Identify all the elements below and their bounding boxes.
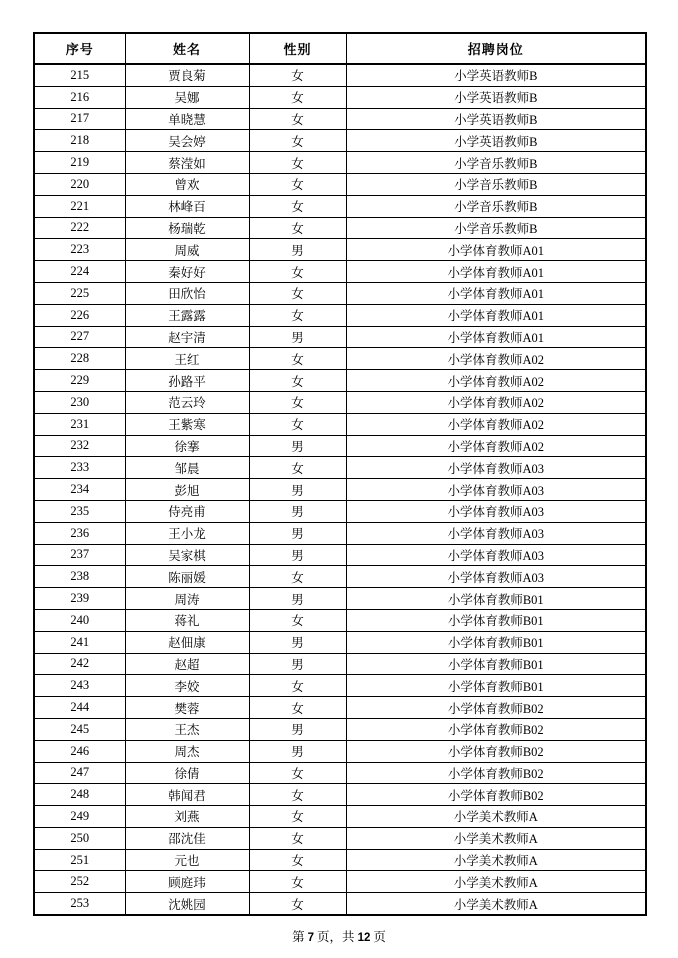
column-header-position: 招聘岗位 <box>346 33 646 64</box>
cell-index: 245 <box>34 718 125 740</box>
cell-position: 小学体育教师A03 <box>346 500 646 522</box>
table-row <box>34 893 646 915</box>
cell-index: 228 <box>34 348 125 370</box>
cell-position: 小学英语教师B <box>346 108 646 130</box>
cell-name: 林峰百 <box>125 195 249 217</box>
cell-index: 221 <box>34 195 125 217</box>
table-row <box>34 108 646 130</box>
cell-position: 小学体育教师B01 <box>346 609 646 631</box>
cell-index: 240 <box>34 609 125 631</box>
cell-gender: 男 <box>249 653 346 675</box>
cell-index: 229 <box>34 370 125 392</box>
cell-name: 邵沈佳 <box>125 827 249 849</box>
table-row <box>34 762 646 784</box>
cell-gender: 女 <box>249 370 346 392</box>
cell-gender: 女 <box>249 849 346 871</box>
cell-gender: 女 <box>249 413 346 435</box>
cell-position: 小学体育教师A02 <box>346 413 646 435</box>
cell-position: 小学体育教师B01 <box>346 631 646 653</box>
cell-index: 247 <box>34 762 125 784</box>
cell-name: 李姣 <box>125 675 249 697</box>
cell-index: 252 <box>34 871 125 893</box>
cell-gender: 男 <box>249 326 346 348</box>
table-row <box>34 239 646 261</box>
cell-position: 小学体育教师A02 <box>346 435 646 457</box>
table-row <box>34 609 646 631</box>
cell-index: 216 <box>34 86 125 108</box>
cell-gender: 女 <box>249 566 346 588</box>
cell-position: 小学英语教师B <box>346 64 646 86</box>
table-row <box>34 195 646 217</box>
cell-index: 231 <box>34 413 125 435</box>
cell-gender: 女 <box>249 609 346 631</box>
table-row <box>34 566 646 588</box>
cell-index: 234 <box>34 479 125 501</box>
cell-gender: 女 <box>249 697 346 719</box>
cell-position: 小学英语教师B <box>346 86 646 108</box>
cell-index: 232 <box>34 435 125 457</box>
footer-page-number: 7 <box>307 932 315 944</box>
cell-name: 周杰 <box>125 740 249 762</box>
cell-index: 224 <box>34 261 125 283</box>
cell-gender: 女 <box>249 391 346 413</box>
table-row <box>34 849 646 871</box>
cell-position: 小学体育教师A02 <box>346 370 646 392</box>
cell-name: 彭旭 <box>125 479 249 501</box>
cell-index: 242 <box>34 653 125 675</box>
table-row <box>34 413 646 435</box>
cell-position: 小学体育教师A03 <box>346 544 646 566</box>
cell-position: 小学体育教师B01 <box>346 653 646 675</box>
recruitment-roster-table <box>33 32 647 916</box>
cell-gender: 女 <box>249 217 346 239</box>
table-row <box>34 784 646 806</box>
cell-name: 赵佃康 <box>125 631 249 653</box>
cell-position: 小学英语教师B <box>346 130 646 152</box>
cell-position: 小学体育教师A01 <box>346 261 646 283</box>
cell-position: 小学音乐教师B <box>346 195 646 217</box>
table-row <box>34 64 646 86</box>
table-row <box>34 86 646 108</box>
cell-name: 元也 <box>125 849 249 871</box>
cell-name: 吴娜 <box>125 86 249 108</box>
cell-position: 小学音乐教师B <box>346 173 646 195</box>
cell-name: 赵宇清 <box>125 326 249 348</box>
table-row <box>34 173 646 195</box>
cell-gender: 女 <box>249 64 346 86</box>
table-row <box>34 827 646 849</box>
cell-gender: 女 <box>249 762 346 784</box>
cell-index: 246 <box>34 740 125 762</box>
cell-name: 王小龙 <box>125 522 249 544</box>
cell-position: 小学体育教师B02 <box>346 718 646 740</box>
cell-name: 单晓慧 <box>125 108 249 130</box>
cell-gender: 男 <box>249 239 346 261</box>
cell-name: 蔡滢如 <box>125 152 249 174</box>
cell-position: 小学体育教师A01 <box>346 326 646 348</box>
cell-index: 250 <box>34 827 125 849</box>
cell-position: 小学体育教师A02 <box>346 348 646 370</box>
cell-index: 233 <box>34 457 125 479</box>
table-row <box>34 544 646 566</box>
table-row <box>34 217 646 239</box>
table-row <box>34 806 646 828</box>
cell-index: 223 <box>34 239 125 261</box>
table-row <box>34 522 646 544</box>
table-row <box>34 871 646 893</box>
cell-position: 小学美术教师A <box>346 871 646 893</box>
table-row <box>34 697 646 719</box>
cell-gender: 女 <box>249 152 346 174</box>
cell-index: 230 <box>34 391 125 413</box>
table-row <box>34 261 646 283</box>
cell-name: 吴家棋 <box>125 544 249 566</box>
column-header-index: 序号 <box>34 33 125 64</box>
cell-position: 小学体育教师B02 <box>346 697 646 719</box>
cell-position: 小学体育教师B01 <box>346 675 646 697</box>
cell-name: 杨瑞乾 <box>125 217 249 239</box>
cell-gender: 男 <box>249 718 346 740</box>
cell-position: 小学体育教师A01 <box>346 282 646 304</box>
cell-gender: 女 <box>249 108 346 130</box>
cell-gender: 女 <box>249 893 346 915</box>
cell-gender: 女 <box>249 261 346 283</box>
cell-gender: 女 <box>249 130 346 152</box>
table-row <box>34 348 646 370</box>
cell-position: 小学体育教师B01 <box>346 588 646 610</box>
cell-gender: 男 <box>249 631 346 653</box>
table-row <box>34 370 646 392</box>
cell-position: 小学音乐教师B <box>346 217 646 239</box>
table-row <box>34 391 646 413</box>
cell-index: 251 <box>34 849 125 871</box>
cell-index: 241 <box>34 631 125 653</box>
cell-index: 226 <box>34 304 125 326</box>
cell-position: 小学体育教师A03 <box>346 479 646 501</box>
cell-position: 小学体育教师A03 <box>346 522 646 544</box>
cell-name: 曾欢 <box>125 173 249 195</box>
page-footer <box>0 927 678 945</box>
table-header-row <box>34 33 646 64</box>
cell-name: 王露露 <box>125 304 249 326</box>
cell-position: 小学体育教师B02 <box>346 784 646 806</box>
table-row <box>34 500 646 522</box>
footer-middle-label: 页，共 <box>317 930 355 944</box>
cell-gender: 女 <box>249 784 346 806</box>
cell-name: 秦好好 <box>125 261 249 283</box>
cell-position: 小学体育教师A01 <box>346 239 646 261</box>
cell-index: 217 <box>34 108 125 130</box>
cell-index: 227 <box>34 326 125 348</box>
cell-index: 238 <box>34 566 125 588</box>
cell-name: 周威 <box>125 239 249 261</box>
cell-name: 范云玲 <box>125 391 249 413</box>
cell-index: 237 <box>34 544 125 566</box>
cell-name: 王杰 <box>125 718 249 740</box>
cell-index: 218 <box>34 130 125 152</box>
table-row <box>34 740 646 762</box>
cell-gender: 男 <box>249 500 346 522</box>
table-row <box>34 130 646 152</box>
cell-index: 243 <box>34 675 125 697</box>
cell-position: 小学美术教师A <box>346 806 646 828</box>
cell-gender: 女 <box>249 195 346 217</box>
cell-name: 邹晨 <box>125 457 249 479</box>
cell-position: 小学体育教师B02 <box>346 740 646 762</box>
table-body <box>34 64 646 915</box>
cell-position: 小学体育教师A03 <box>346 566 646 588</box>
footer-total-pages: 12 <box>357 932 371 944</box>
cell-index: 222 <box>34 217 125 239</box>
cell-name: 赵超 <box>125 653 249 675</box>
cell-gender: 男 <box>249 588 346 610</box>
cell-name: 王红 <box>125 348 249 370</box>
cell-name: 蒋礼 <box>125 609 249 631</box>
cell-name: 樊蓉 <box>125 697 249 719</box>
cell-position: 小学体育教师A03 <box>346 457 646 479</box>
cell-index: 215 <box>34 64 125 86</box>
table-row <box>34 326 646 348</box>
table-row <box>34 457 646 479</box>
column-header-name: 姓名 <box>125 33 249 64</box>
table-row <box>34 304 646 326</box>
cell-index: 220 <box>34 173 125 195</box>
table-row <box>34 282 646 304</box>
cell-gender: 男 <box>249 740 346 762</box>
table-row <box>34 653 646 675</box>
cell-name: 陈丽媛 <box>125 566 249 588</box>
cell-position: 小学美术教师A <box>346 893 646 915</box>
cell-name: 刘燕 <box>125 806 249 828</box>
cell-name: 徐搴 <box>125 435 249 457</box>
table-row <box>34 631 646 653</box>
footer-suffix-label: 页 <box>373 930 386 944</box>
cell-name: 吴会婷 <box>125 130 249 152</box>
cell-name: 徐倩 <box>125 762 249 784</box>
cell-position: 小学美术教师A <box>346 827 646 849</box>
cell-gender: 女 <box>249 86 346 108</box>
table-row <box>34 718 646 740</box>
table-row <box>34 152 646 174</box>
cell-gender: 女 <box>249 282 346 304</box>
cell-position: 小学体育教师A02 <box>346 391 646 413</box>
cell-index: 244 <box>34 697 125 719</box>
cell-gender: 男 <box>249 479 346 501</box>
cell-gender: 男 <box>249 522 346 544</box>
cell-name: 王紫寒 <box>125 413 249 435</box>
cell-position: 小学音乐教师B <box>346 152 646 174</box>
cell-gender: 女 <box>249 806 346 828</box>
cell-gender: 男 <box>249 544 346 566</box>
cell-gender: 女 <box>249 173 346 195</box>
column-header-gender: 性别 <box>249 33 346 64</box>
cell-index: 236 <box>34 522 125 544</box>
cell-index: 248 <box>34 784 125 806</box>
cell-position: 小学体育教师A01 <box>346 304 646 326</box>
table-row <box>34 588 646 610</box>
table-row <box>34 479 646 501</box>
cell-name: 沈姚园 <box>125 893 249 915</box>
cell-name: 孙路平 <box>125 370 249 392</box>
cell-index: 253 <box>34 893 125 915</box>
cell-gender: 女 <box>249 457 346 479</box>
table-row <box>34 435 646 457</box>
cell-gender: 女 <box>249 675 346 697</box>
cell-index: 235 <box>34 500 125 522</box>
cell-gender: 女 <box>249 827 346 849</box>
cell-position: 小学美术教师A <box>346 849 646 871</box>
cell-index: 239 <box>34 588 125 610</box>
cell-name: 周涛 <box>125 588 249 610</box>
cell-index: 225 <box>34 282 125 304</box>
cell-position: 小学体育教师B02 <box>346 762 646 784</box>
cell-name: 田欣怡 <box>125 282 249 304</box>
cell-name: 顾庭玮 <box>125 871 249 893</box>
cell-name: 贾良菊 <box>125 64 249 86</box>
footer-prefix-label: 第 <box>292 930 305 944</box>
cell-gender: 女 <box>249 304 346 326</box>
cell-gender: 女 <box>249 871 346 893</box>
cell-name: 韩闻君 <box>125 784 249 806</box>
cell-index: 249 <box>34 806 125 828</box>
cell-index: 219 <box>34 152 125 174</box>
cell-gender: 女 <box>249 348 346 370</box>
cell-name: 侍亮甫 <box>125 500 249 522</box>
table-row <box>34 675 646 697</box>
cell-gender: 男 <box>249 435 346 457</box>
